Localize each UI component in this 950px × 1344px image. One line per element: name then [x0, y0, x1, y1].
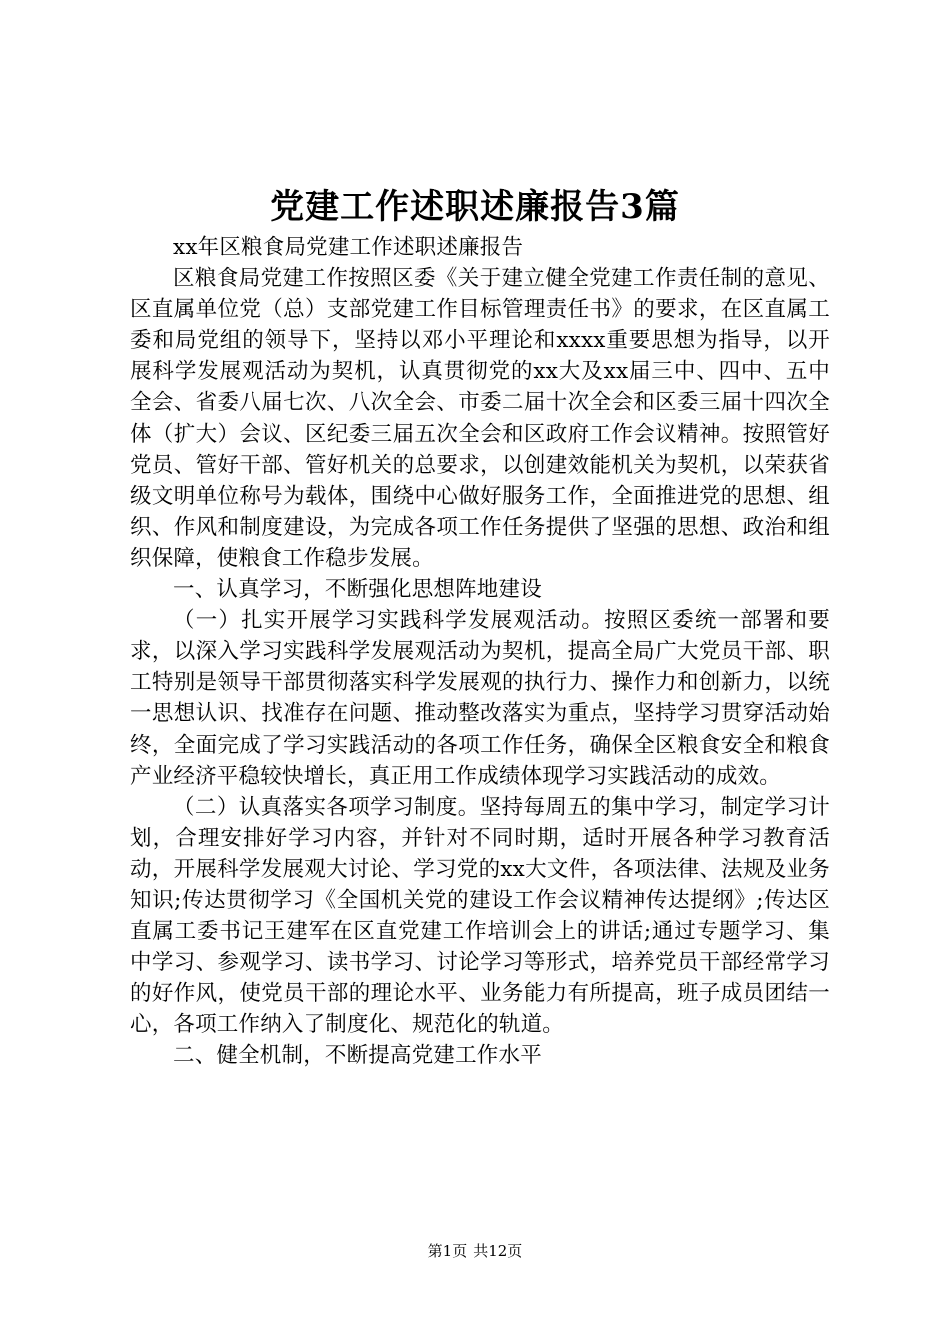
page-number: 第1页: [427, 1242, 468, 1260]
intro-paragraph: 区粮食局党建工作按照区委《关于建立健全党建工作责任制的意见、区直属单位党（总）支部党建工作目标管理责任书》的要求，在区直属工委和局党组的领导下，坚持以邓小平理论和xxxx重要思想为指导，以开展科学发展观活动为契机，认真贯彻党的xx大及xx届三中、四中、五中全会、省委八届七次、八次全会、市委二届十次全会和区委三届十四次全体（扩大）会议、区纪委三届五次全会和区政府工作会议精神。按照管好党员、管好干部、管好机关的总要求，以创建效能机关为契机，以荣获省级文明单位称号为载体，围绕中心做好服务工作，全面推进党的思想、组织、作风和制度建设，为完成各项工作任务提供了坚强的思想、政治和组织保障，使粮食工作稳步发展。: [130, 266, 830, 571]
section-heading-1: 一、认真学习，不断强化思想阵地建设: [173, 577, 542, 603]
document-title: 党建工作述职述廉报告3篇: [270, 187, 680, 227]
section-heading-2: 二、健全机制，不断提高党建工作水平: [173, 1043, 542, 1069]
subsection-paragraph-1: （一）扎实开展学习实践科学发展观活动。按照区委统一部署和要求，以深入学习实践科学发展观活动为契机，提高全局广大党员干部、职工特别是领导干部贯彻落实科学发展观的执行力、操作力和创新力，以统一思想认识、找准存在问题、推动整改落实为重点，坚持学习贯穿活动始终，全面完成了学习实践活动的各项工作任务，确保全区粮食安全和粮食产业经济平稳较快增长，真正用工作成绩体现学习实践活动的成效。: [130, 608, 830, 789]
page-footer: [0, 1240, 950, 1262]
subsection-paragraph-2: （二）认真落实各项学习制度。坚持每周五的集中学习，制定学习计划，合理安排好学习内容，并针对不同时期，适时开展各种学习教育活动，开展科学发展观大讨论、学习党的xx大文件，各项法律、法规及业务知识;传达贯彻学习《全国机关党的建设工作会议精神传达提纲》;传达区直属工委书记王建军在区直党建工作培训会上的讲话;通过专题学习、集中学习、参观学习、读书学习、讨论学习等形式，培养党员干部经常学习的好作风，使党员干部的理论水平、业务能力有所提高，班子成员团结一心，各项工作纳入了制度化、规范化的轨道。: [130, 794, 830, 1038]
page-total: 共12页: [473, 1242, 523, 1260]
document-body: [130, 232, 830, 1072]
report-subtitle: xx年区粮食局党建工作述职述廉报告: [173, 235, 524, 260]
